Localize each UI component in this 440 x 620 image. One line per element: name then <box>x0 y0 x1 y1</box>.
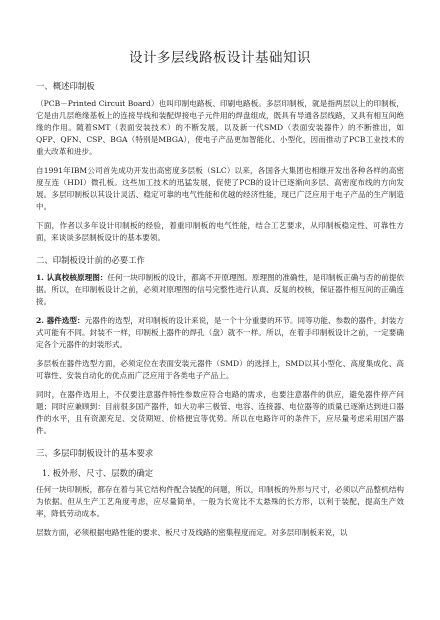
paragraph: 多层板在器件选型方面，必须定位在表面安装元器件（SMD）的选择上，SMD以其小型化、高度集成化、高可靠性、安装自动化的优点而广泛应用于各类电子产品上。 <box>36 359 404 380</box>
item-label: 1. 认真校核原理图： <box>36 273 108 282</box>
item-label: 2. 器件选型： <box>36 316 85 325</box>
subsection-heading: 1. 板外形、尺寸、层数的确定 <box>42 468 154 478</box>
item-text: 元器件的选型，对印制板的设计来说，是一个十分重要的环节。同等功能、参数的器件，封装方式可能有不同。封装不一样，印制板上器件的焊孔（盘）就不一样。所以，在着手印制板设计之前，一定要确定各个元器件的封装形式。 <box>36 316 404 349</box>
paragraph: （PCB－Printed Circuit Board）也叫印制电路板、印刷电路板。多层印制板，就是指两层以上的印制板，它是由几层绝缘基板上的连接导线和装配焊接电子元件用的焊盘组成，既具有导通各层线路，又具有相互间绝缘的作用。随着SMT（表面安装技术）的不断发展，以及新一代SMD（表面安装器件）的不断推出，如QFP、QFN、CSP、BGA（特别是MBGA），使电子产品更加智能化、小型化，因而推动了PCB工业技术的重大改革和进步。 <box>36 99 404 156</box>
page-title: 设计多层线路板设计基础知识 <box>129 50 311 66</box>
paragraph: 任何一块印制板，都存在着与其它结构件配合装配的问题，所以，印制板的外形与尺寸，必须以产品整机结构为依据。但从生产工艺角度考虑，应尽量简单，一般为长宽比不太悬殊的长方形，以利于装配，提高生产效率，降低劳动成本。 <box>36 485 404 518</box>
section-heading-requirements: 三、多层印制板设计的基本要求 <box>36 448 154 458</box>
paragraph-item-1 <box>36 272 404 308</box>
paragraph: 同时，在器件选用上，不仅要注意器件特性参数应符合电路的需求，也要注意器件的供应，避免器件停产问题；同时应兼顾到：目前很多国产器件，如大功率三极管、电容、连接器、电位器等的质量已逐渐达到进口器件的水平，且有资源充足、交货期短、价格便宜等优势。所以在电路许可的条件下，应尽量考虑采用国产器件。 <box>36 390 404 435</box>
section-heading-overview: 一、概述印制板 <box>36 81 95 91</box>
paragraph: 层数方面，必须根据电路性能的要求、板尺寸及线路的密集程度而定。对多层印制板来说，以 <box>36 528 348 537</box>
paragraph-item-2 <box>36 315 404 351</box>
paragraph: 自1991年IBM公司首先成功开发出高密度多层板（SLC）以来，各国各大集团也相继开发出各种各样的高密度互连（HDI）微孔板。这些加工技术的迅猛发展，促使了PCB的设计已逐渐向多层、高密度布线的方向发展。多层印制板以其设计灵活、稳定可靠的电气性能和优越的经济性能，现已广泛应用于电子产品的生产制造中。 <box>36 166 404 211</box>
item-text: 任何一块印制板的设计，都离不开原理图。原理图的准确性，是印制板正确与否的前提依据。所以，在印制板设计之前，必须对原理图的信号完整性进行认真、反复的校核，保证器件相互间的正确连接。 <box>36 273 404 306</box>
paragraph: 下面，作者以多年设计印制板的经验，着重印制板的电气性能，结合工艺要求，从印制板稳定性、可靠性方面，来谈谈多层制板设计的基本要领。 <box>36 221 404 242</box>
section-heading-prework: 二、印制板设计前的必要工作 <box>36 255 145 265</box>
